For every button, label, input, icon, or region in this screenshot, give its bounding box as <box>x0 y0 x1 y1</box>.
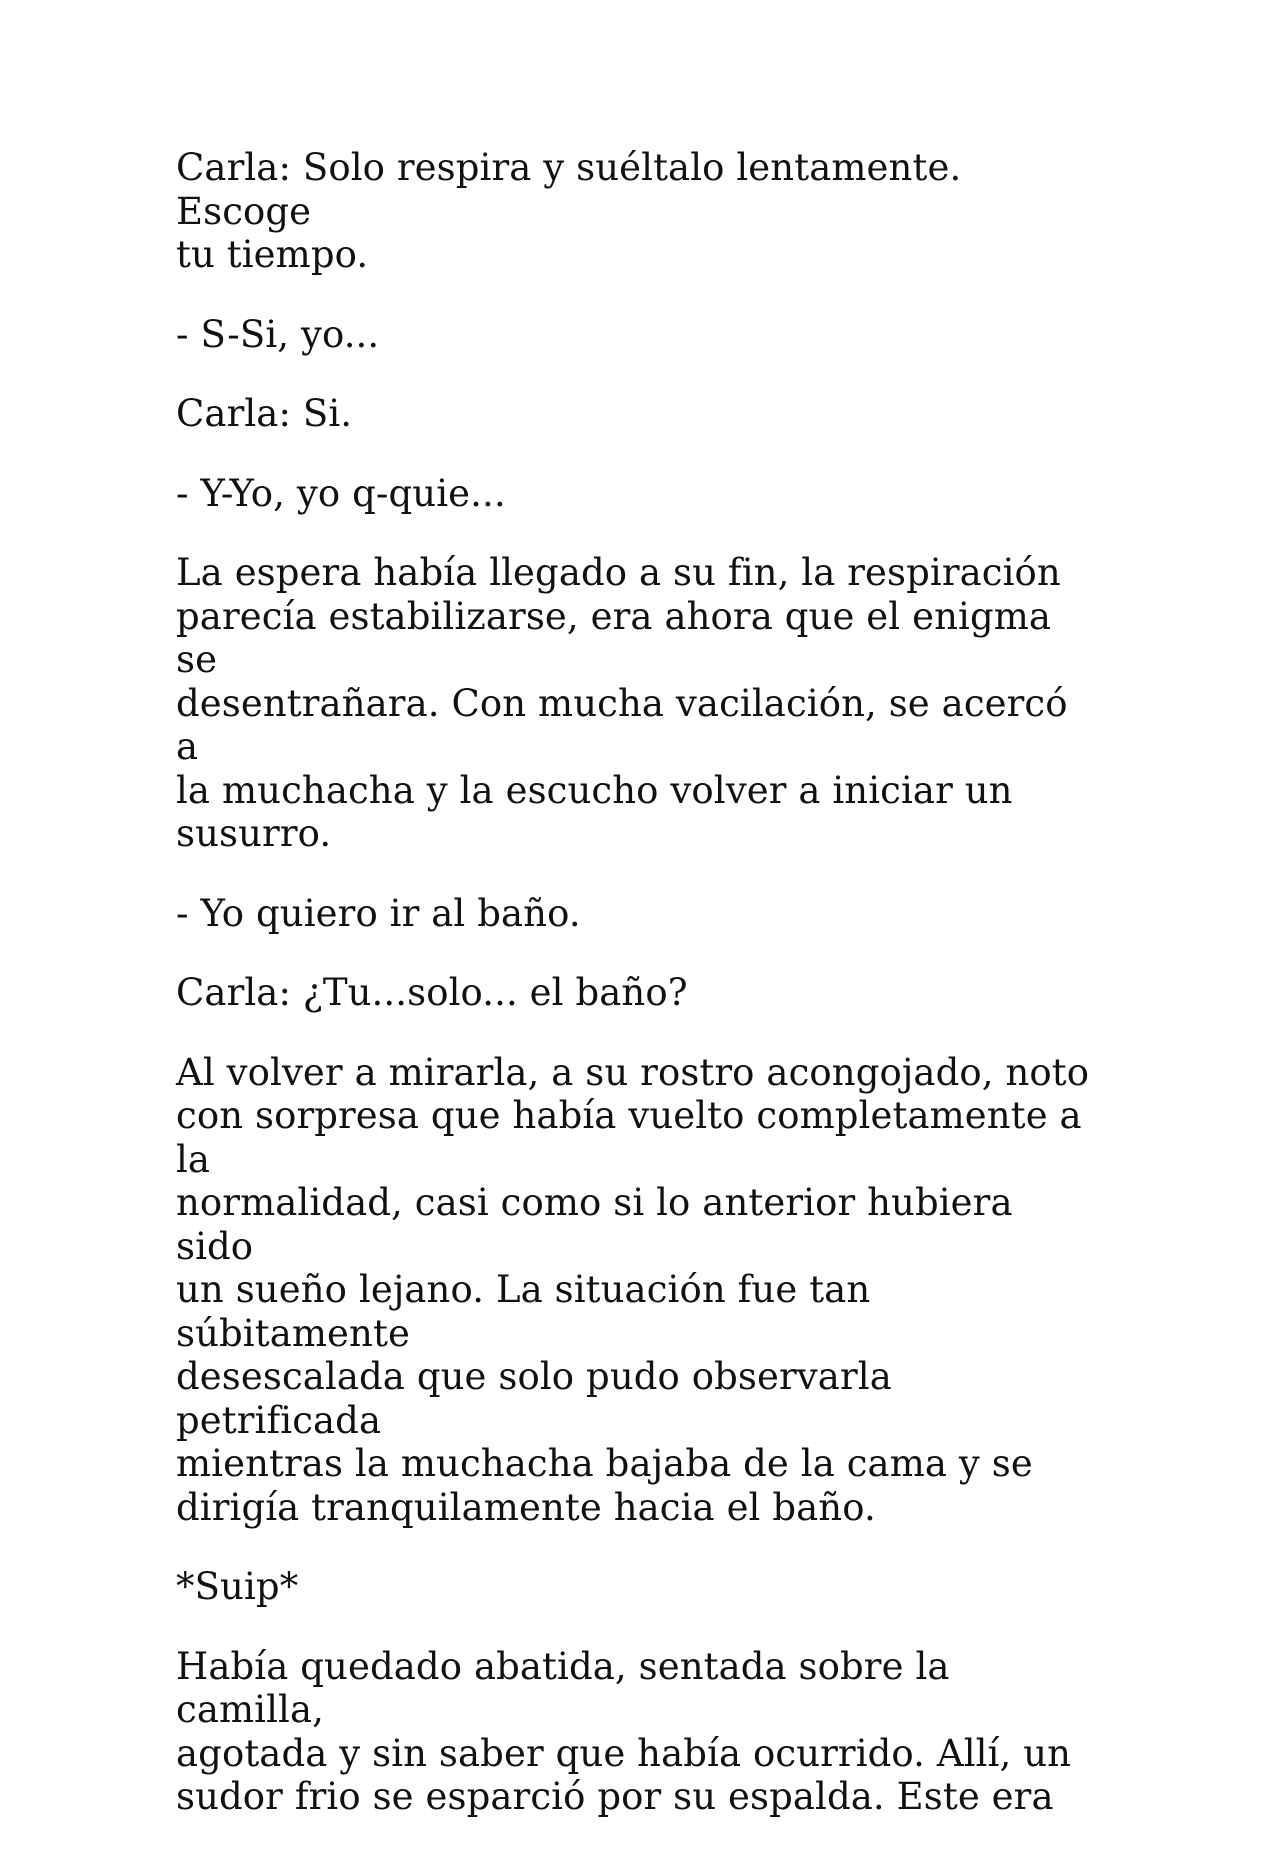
narration-paragraph-3: Había quedado abatida, sentada sobre la camilla, agotada y sin saber que había ocurrido. Allí, un sudor frio se esparció por su espalda. Este era <box>176 1644 1072 1818</box>
dialogue-si-yo: - S-Si, yo... <box>176 312 380 356</box>
narration-paragraph-2: Al volver a mirarla, a su rostro acongojado, noto con sorpresa que había vuelto completamente a la normalidad, casi como si lo anterior hubiera sido un sueño lejano. La situación fue tan súbitamente desescalada que solo pudo observarla petrificada mientras la muchacha bajaba de la cama y se dirigía tranquilamente hacia el baño. <box>176 1050 1090 1529</box>
dialogue-carla-breathe: Carla: Solo respira y suéltalo lentamente. Escoge tu tiempo. <box>176 146 962 276</box>
dialogue-carla-question: Carla: ¿Tu...solo... el baño? <box>176 971 688 1014</box>
sound-effect-suip: *Suip* <box>176 1565 299 1608</box>
narration-paragraph-1: La espera había llegado a su fin, la respiración parecía estabilizarse, era ahora que el enigma se desentrañara. Con mucha vacilación, se acercó a la muchacha y la escucho volver a iniciar un susurro. <box>176 551 1068 855</box>
document-page <box>176 146 1096 1855</box>
dialogue-bano: - Yo quiero ir al baño. <box>176 891 581 935</box>
dialogue-carla-si: Carla: Si. <box>176 392 353 435</box>
dialogue-yo-quie: - Y-Yo, yo q-quie... <box>176 471 506 515</box>
